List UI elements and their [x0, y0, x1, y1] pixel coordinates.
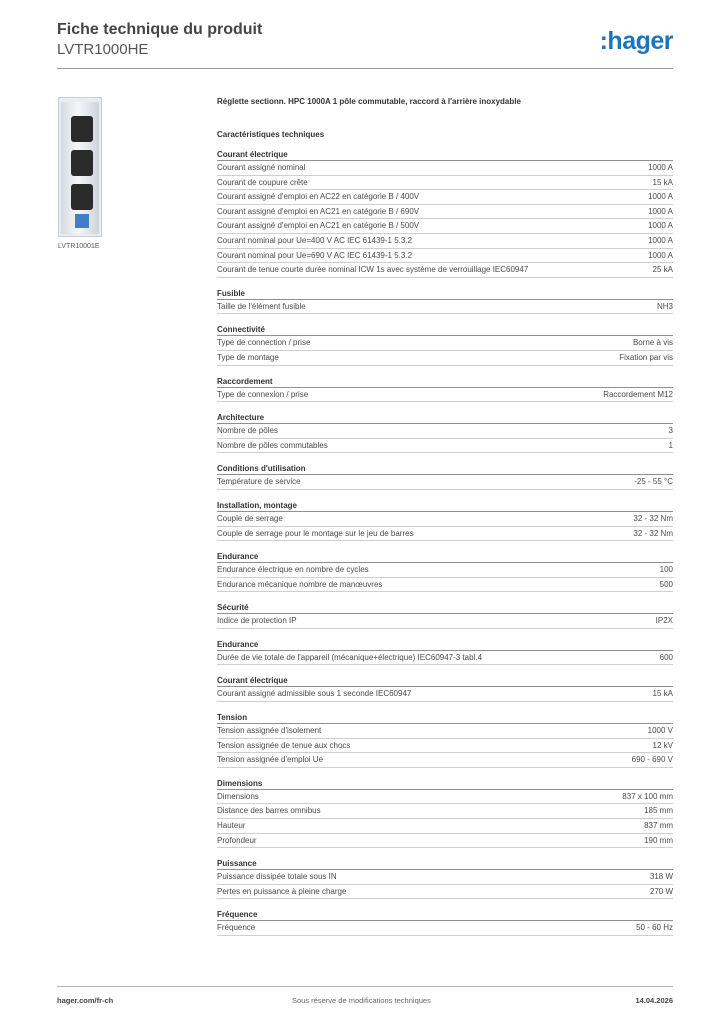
- fuse-pole-1: [71, 116, 93, 142]
- spec-row: [217, 439, 673, 454]
- fuse-pole-2: [71, 150, 93, 176]
- spec-label: Type de connection / prise: [217, 338, 311, 348]
- spec-row: [217, 263, 673, 278]
- spec-group: [217, 287, 673, 315]
- product-image: [58, 97, 102, 237]
- spec-row: [217, 614, 673, 629]
- spec-row: [217, 249, 673, 264]
- spec-row: [217, 336, 673, 351]
- spec-value: 1000 A: [648, 163, 673, 172]
- spec-row: [217, 819, 673, 834]
- spec-value: 1000 A: [648, 192, 673, 202]
- product-rail: [61, 102, 99, 234]
- spec-group: [217, 601, 673, 629]
- footer-date: 14.04.2026: [635, 996, 673, 1005]
- spec-label: Température de service: [217, 477, 301, 487]
- footer-divider: [57, 986, 673, 987]
- spec-group: [217, 499, 673, 541]
- spec-label: Courant nominal pour Ue=400 V AC IEC 61439-1 5.3.2: [217, 235, 413, 245]
- spec-group: [217, 711, 673, 768]
- spec-row: [217, 351, 673, 366]
- spec-label: Courant assigné d'emploi en AC21 en catégorie B / 500V: [217, 221, 420, 231]
- spec-group: [217, 777, 673, 848]
- spec-row: [217, 739, 673, 754]
- spec-row: [217, 176, 673, 191]
- spec-row: [217, 870, 673, 885]
- spec-group-title: Courant électrique: [217, 674, 673, 687]
- spec-group-title: Installation, montage: [217, 499, 673, 512]
- spec-row: [217, 388, 673, 403]
- spec-label: Dimensions: [217, 791, 259, 801]
- spec-label: Durée de vie totale de l'appareil (mécanique+électrique) IEC60947-3 tabl.4: [217, 652, 483, 662]
- spec-value: 50 - 60 Hz: [636, 923, 673, 933]
- spec-row: [217, 804, 673, 819]
- spec-label: Courant assigné nominal: [217, 163, 306, 172]
- spec-value: 1000 A: [648, 250, 673, 260]
- spec-value: 600: [659, 652, 673, 662]
- image-caption: LVTR10001E: [58, 243, 100, 250]
- spec-row: [217, 300, 673, 315]
- spec-row: [217, 234, 673, 249]
- spec-label: Nombre de pôles commutables: [217, 440, 328, 450]
- spec-value: 500: [659, 579, 673, 589]
- spec-label: Puissance dissipée totale sous IN: [217, 872, 337, 882]
- spec-value: Fixation par vis: [619, 352, 673, 362]
- spec-value: 190 mm: [644, 835, 673, 845]
- spec-row: [217, 563, 673, 578]
- spec-value: 270 W: [649, 886, 673, 896]
- spec-label: Endurance mécanique nombre de manœuvres: [217, 579, 383, 589]
- spec-group-title: Tension: [217, 711, 673, 724]
- spec-value: 15 kA: [652, 689, 673, 699]
- spec-group-title: Conditions d'utilisation: [217, 462, 673, 475]
- spec-row: [217, 790, 673, 805]
- spec-label: Pertes en puissance à pleine charge: [217, 886, 347, 896]
- spec-label: Courant de tenue courte durée nominal ICW 1s avec système de verrouillage IEC60947: [217, 265, 529, 275]
- spec-group: [217, 323, 673, 365]
- spec-row: [217, 834, 673, 849]
- spec-value: 1000 A: [648, 206, 673, 216]
- page-header: [57, 20, 673, 68]
- spec-value: 100: [659, 565, 673, 575]
- spec-value: 837 x 100 mm: [622, 791, 673, 801]
- spec-value: -25 - 55 °C: [634, 477, 673, 487]
- footer-website-link[interactable]: hager.com/fr-ch: [57, 996, 114, 1005]
- spec-value: 1: [668, 440, 673, 450]
- page-footer: [57, 996, 673, 1010]
- spec-label: Courant assigné admissible sous 1 seconde IEC60947: [217, 689, 412, 699]
- spec-group: [217, 550, 673, 592]
- spec-label: Endurance électrique en nombre de cycles: [217, 565, 369, 575]
- spec-label: Couple de serrage pour le montage sur le jeu de barres: [217, 528, 414, 538]
- spec-group-title: Connectivité: [217, 323, 673, 336]
- spec-row: [217, 651, 673, 666]
- spec-label: Courant assigné d'emploi en AC21 en catégorie B / 690V: [217, 206, 420, 216]
- product-label-patch: [75, 214, 89, 228]
- product-description: Réglette sectionn. HPC 1000A 1 pôle commutable, raccord à l'arrière inoxydable: [217, 97, 521, 106]
- spec-value: 690 - 690 V: [631, 755, 673, 765]
- spec-row: [217, 219, 673, 234]
- spec-row: [217, 205, 673, 220]
- spec-group-title: Courant électrique: [217, 148, 673, 161]
- spec-label: Distance des barres omnibus: [217, 806, 321, 816]
- spec-value: 1000 V: [647, 726, 673, 736]
- spec-group-title: Endurance: [217, 550, 673, 563]
- spec-value: 32 - 32 Nm: [633, 513, 673, 523]
- spec-label: Couple de serrage: [217, 513, 283, 523]
- spec-row: [217, 527, 673, 542]
- footer-disclaimer: Sous réserve de modifications techniques: [292, 996, 431, 1005]
- document-title: Fiche technique du produit: [57, 21, 263, 38]
- spec-group: [217, 674, 673, 702]
- spec-value: 318 W: [649, 872, 673, 882]
- spec-group: [217, 411, 673, 453]
- spec-value: 837 mm: [644, 821, 673, 831]
- spec-row: [217, 724, 673, 739]
- header-divider: [57, 68, 673, 69]
- spec-row: [217, 475, 673, 490]
- spec-label: Type de montage: [217, 352, 279, 362]
- spec-value: NH3: [656, 301, 673, 311]
- spec-label: Courant nominal pour Ue=690 V AC IEC 61439-1 5.3.2: [217, 250, 413, 260]
- fuse-pole-3: [71, 184, 93, 210]
- spec-group: [217, 857, 673, 899]
- spec-group-title: Puissance: [217, 857, 673, 870]
- spec-label: Hauteur: [217, 821, 246, 831]
- spec-group: [217, 638, 673, 666]
- spec-row: [217, 578, 673, 593]
- spec-value: 12 kV: [652, 740, 673, 750]
- characteristics-heading: Caractéristiques techniques: [217, 130, 325, 139]
- spec-row: [217, 753, 673, 768]
- spec-label: Profondeur: [217, 835, 257, 845]
- spec-value: 25 kA: [652, 265, 673, 275]
- spec-label: Taille de l'élément fusible: [217, 301, 306, 311]
- spec-value: Raccordement M12: [603, 389, 673, 399]
- spec-row: [217, 512, 673, 527]
- spec-row: [217, 190, 673, 205]
- spec-group-title: Architecture: [217, 411, 673, 424]
- spec-group: [217, 908, 673, 936]
- spec-value: 1000 A: [648, 235, 673, 245]
- spec-group: [217, 462, 673, 490]
- spec-label: Indice de protection IP: [217, 616, 297, 626]
- hager-logo: :hager: [599, 27, 673, 55]
- spec-group-title: Dimensions: [217, 777, 673, 790]
- spec-label: Type de connexion / prise: [217, 389, 309, 399]
- spec-value: 32 - 32 Nm: [633, 528, 673, 538]
- spec-group: [217, 375, 673, 403]
- spec-groups: [217, 148, 673, 936]
- spec-value: 1000 A: [648, 221, 673, 231]
- spec-label: Tension assignée d'emploi Ue: [217, 755, 324, 765]
- spec-label: Fréquence: [217, 923, 256, 933]
- spec-label: Nombre de pôles: [217, 426, 278, 436]
- spec-row: [217, 424, 673, 439]
- spec-row: [217, 687, 673, 702]
- spec-value: IP2X: [655, 616, 673, 626]
- spec-label: Tension assignée d'isolement: [217, 726, 322, 736]
- spec-value: Borne à vis: [632, 338, 673, 348]
- spec-group: [217, 148, 673, 278]
- spec-label: Courant de coupure crête: [217, 177, 308, 187]
- spec-label: Tension assignée de tenue aux chocs: [217, 740, 351, 750]
- spec-value: 15 kA: [652, 177, 673, 187]
- spec-row: [217, 161, 673, 176]
- spec-group-title: Sécurité: [217, 601, 673, 614]
- spec-group-title: Endurance: [217, 638, 673, 651]
- spec-group-title: Fusible: [217, 287, 673, 300]
- spec-value: 185 mm: [644, 806, 673, 816]
- spec-row: [217, 885, 673, 900]
- spec-group-title: Fréquence: [217, 908, 673, 921]
- spec-group-title: Raccordement: [217, 375, 673, 388]
- product-code: LVTR1000HE: [57, 41, 149, 58]
- spec-value: 3: [668, 426, 673, 436]
- spec-content: [217, 96, 673, 945]
- spec-row: [217, 921, 673, 936]
- spec-label: Courant assigné d'emploi en AC22 en catégorie B / 400V: [217, 192, 420, 202]
